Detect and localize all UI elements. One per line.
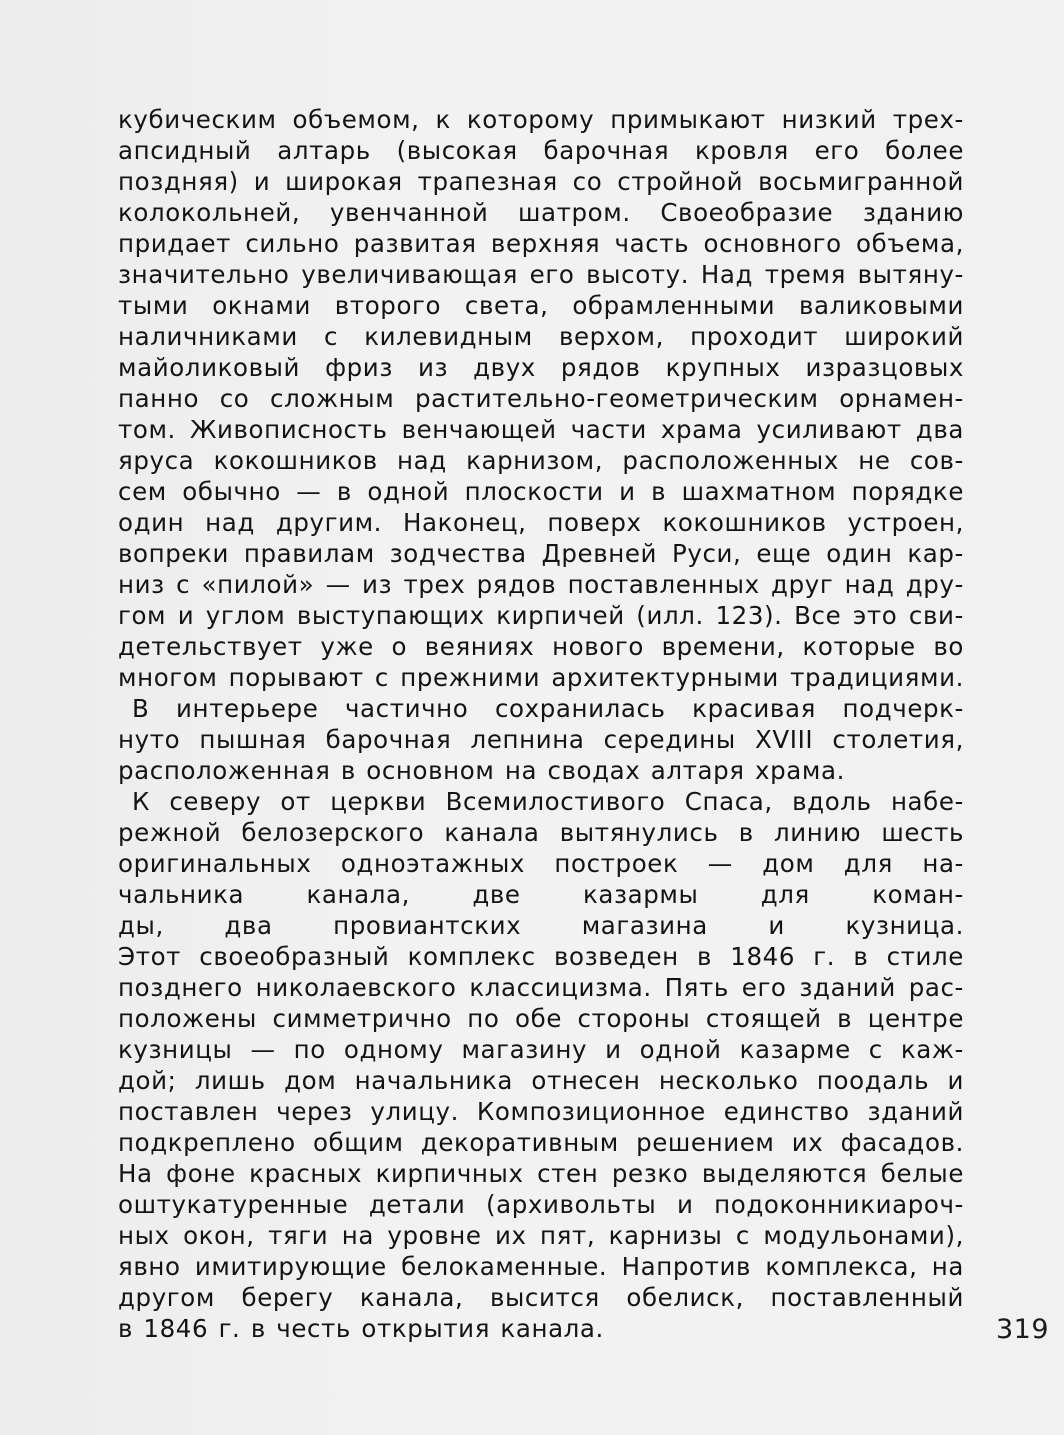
text-line: дой; лишь дом начальника отнесен несколько поодаль и (118, 1066, 964, 1095)
text-line: значительно увеличивающая его высоту. Над тремя вытяну- (118, 260, 964, 289)
text-line: тыми окнами второго света, обрамленными валиковыми (118, 291, 964, 320)
text-line: один над другим. Наконец, поверх кокошников устроен, (118, 508, 964, 537)
text-line: ных окон, тяги на уровне их пят, карнизы с модульонами), (118, 1221, 964, 1250)
text-line: сем обычно — в одной плоскости и в шахматном порядке (118, 477, 964, 506)
text-line: На фоне красных кирпичных стен резко выделяются белые (118, 1159, 964, 1188)
text-line: оштукатуренные детали (архивольты и подоконникиароч- (118, 1190, 964, 1219)
text-line: детельствует уже о веяниях нового времени, которые во (118, 632, 964, 661)
body-text (118, 104, 964, 1344)
text-line: низ с «пилой» — из трех рядов поставленных друг над дру- (118, 570, 964, 599)
text-line: расположенная в основном на сводах алтаря храма. (118, 756, 845, 785)
text-line: колокольней, увенчанной шатром. Своеобразие зданию (118, 198, 964, 227)
text-line: оригинальных одноэтажных построек — дом для на- (118, 849, 964, 878)
text-line: Этот своеобразный комплекс возведен в 1846 г. в стиле (118, 942, 964, 971)
text-line: нуто пышная барочная лепнина середины XVIII столетия, (118, 725, 964, 754)
text-line: майоликовый фриз из двух рядов крупных изразцовых (118, 353, 964, 382)
text-line: явно имитирующие белокаменные. Напротив комплекса, на (118, 1252, 964, 1281)
text-line: другом берегу канала, высится обелиск, поставленный (118, 1283, 964, 1312)
text-line: подкреплено общим декоративным решением их фасадов. (118, 1128, 964, 1157)
text-line: режной белозерского канала вытянулись в линию шесть (118, 818, 964, 847)
text-line: позднего николаевского классицизма. Пять его зданий рас- (118, 973, 964, 1002)
page-number: 319 (996, 1314, 1050, 1345)
text-line: кубическим объемом, к которому примыкают низкий трех- (118, 105, 964, 134)
text-line: вопреки правилам зодчества Древней Руси, еще один кар- (118, 539, 964, 568)
text-line: в 1846 г. в честь открытия канала. (118, 1314, 604, 1343)
text-line: яруса кокошников над карнизом, расположенных не сов- (118, 446, 964, 475)
text-line: том. Живописность венчающей части храма усиливают два (118, 415, 964, 444)
text-line: К северу от церкви Всемилостивого Спаса, вдоль набе- (132, 787, 964, 816)
text-line: ды, два провиантских магазина и кузница. (118, 911, 964, 940)
text-line: поздняя) и широкая трапезная со стройной восьмигранной (118, 167, 964, 196)
text-line: наличниками с килевидным верхом, проходит широкий (118, 322, 964, 351)
text-line: придает сильно развитая верхняя часть основного объема, (118, 229, 964, 258)
text-line: В интерьере частично сохранилась красивая подчерк- (132, 694, 964, 723)
text-line: апсидный алтарь (высокая барочная кровля его более (118, 136, 964, 165)
text-line: кузницы — по одному магазину и одной казарме с каж- (118, 1035, 964, 1064)
text-line: поставлен через улицу. Композиционное единство зданий (118, 1097, 964, 1126)
text-line: гом и углом выступающих кирпичей (илл. 123). Все это сви- (118, 601, 964, 630)
text-line: положены симметрично по обе стороны стоящей в центре (118, 1004, 964, 1033)
text-line: панно со сложным растительно-геометрическим орнамен- (118, 384, 964, 413)
text-line: чальника канала, две казармы для коман- (118, 880, 964, 909)
text-line: многом порывают с прежними архитектурными традициями. (118, 663, 964, 692)
